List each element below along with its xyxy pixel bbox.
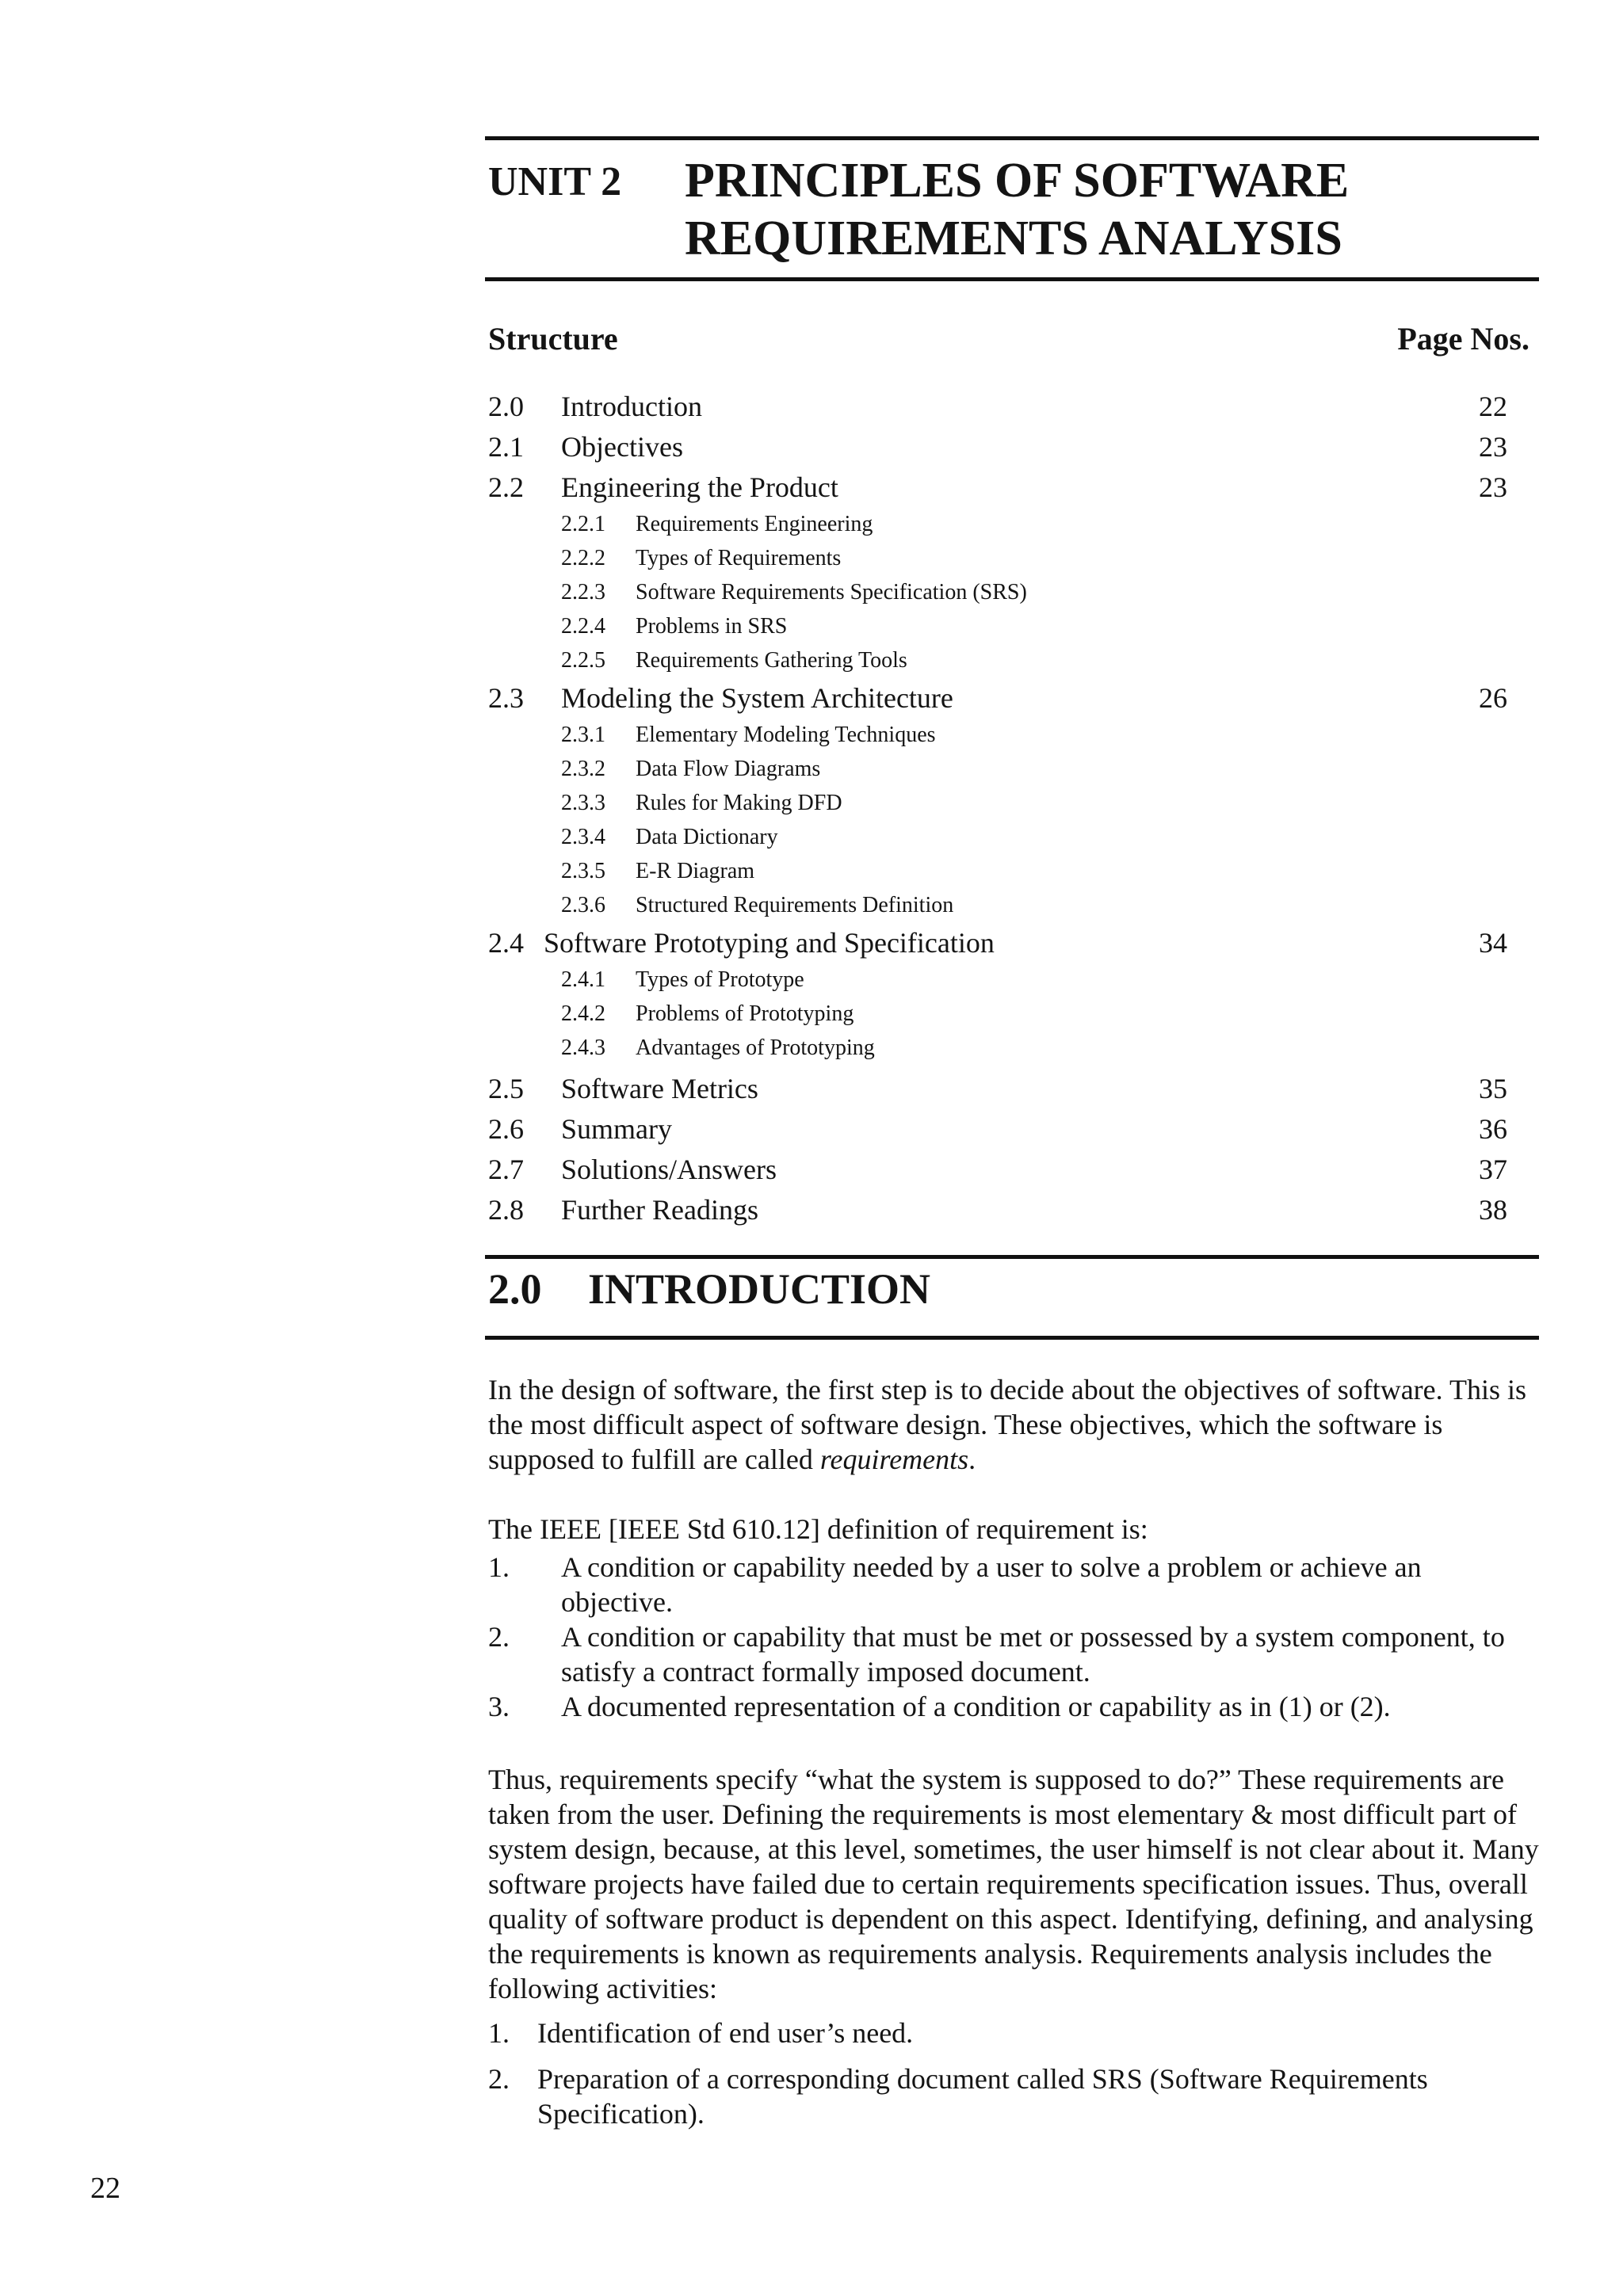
unit-label: UNIT 2	[488, 159, 622, 204]
toc-page: 26	[1479, 682, 1507, 714]
toc-number: 2.4.1	[561, 967, 605, 992]
toc-text: Modeling the System Architecture	[561, 682, 953, 714]
toc-subrow	[485, 508, 1539, 542]
toc-row	[485, 387, 1539, 427]
toc-text: Data Dictionary	[636, 825, 778, 849]
toc-page: 37	[1479, 1154, 1507, 1185]
toc-number: 2.2.4	[561, 614, 605, 639]
toc-row	[485, 923, 1539, 963]
list-text: A condition or capability needed by a user to solve a problem or achieve an objective.	[561, 1551, 1422, 1618]
toc-subrow	[485, 963, 1539, 997]
list-number: 1.	[488, 1551, 510, 1583]
table-of-contents	[485, 387, 1539, 1230]
toc-number: 2.3.6	[561, 893, 605, 917]
toc-row	[485, 467, 1539, 508]
ieee-definition-list	[488, 1550, 1539, 1724]
toc-row	[485, 678, 1539, 719]
list-number: 2.	[488, 1621, 510, 1653]
unit-title	[685, 152, 1349, 268]
section-number: 2.0	[488, 1265, 542, 1313]
toc-subrow	[485, 542, 1539, 576]
toc-page: 38	[1479, 1194, 1507, 1226]
toc-text: Advantages of Prototyping	[636, 1035, 875, 1060]
introduction-heading	[488, 1264, 930, 1314]
toc-subrow	[485, 997, 1539, 1032]
requirements-term: requirements	[819, 1444, 969, 1475]
list-text: A condition or capability that must be met or possessed by a system component, to satisfy a contract formally imposed document.	[561, 1621, 1505, 1688]
toc-text: Software Prototyping and Specification	[544, 927, 995, 959]
toc-subrow	[485, 855, 1539, 889]
toc-number: 2.3.5	[561, 859, 605, 883]
toc-number: 2.3	[488, 682, 524, 714]
toc-number: 2.5	[488, 1073, 524, 1104]
unit-header	[485, 152, 1539, 279]
toc-subrow	[485, 719, 1539, 753]
list-item	[488, 2061, 1539, 2131]
toc-row	[485, 1109, 1539, 1150]
toc-page: 36	[1479, 1113, 1507, 1145]
toc-subrow	[485, 889, 1539, 923]
toc-number: 2.3.3	[561, 791, 605, 815]
toc-number: 2.8	[488, 1194, 524, 1226]
toc-text: Solutions/Answers	[561, 1154, 777, 1185]
toc-text: Structured Requirements Definition	[636, 893, 954, 917]
toc-number: 2.6	[488, 1113, 524, 1145]
list-number: 1.	[488, 2017, 510, 2049]
toc-text: Elementary Modeling Techniques	[636, 723, 936, 747]
toc-text: Data Flow Diagrams	[636, 757, 821, 781]
toc-text: Types of Requirements	[636, 546, 842, 570]
toc-text: E-R Diagram	[636, 859, 755, 883]
toc-number: 2.3.2	[561, 757, 605, 781]
header-bottom-rule	[485, 277, 1539, 281]
toc-text: Problems of Prototyping	[636, 1001, 854, 1026]
toc-number: 2.1	[488, 431, 524, 463]
toc-number: 2.0	[488, 391, 524, 422]
list-text: Preparation of a corresponding document called SRS (Software Requirements Specification).	[537, 2063, 1428, 2130]
list-item	[488, 1550, 1539, 1619]
toc-number: 2.4.2	[561, 1001, 605, 1026]
toc-number: 2.2.5	[561, 648, 605, 673]
toc-subrow	[485, 644, 1539, 678]
page-number: 22	[90, 2172, 120, 2205]
toc-text: Rules for Making DFD	[636, 791, 842, 815]
toc-row	[485, 1150, 1539, 1190]
toc-text: Problems in SRS	[636, 614, 788, 639]
toc-number: 2.2	[488, 471, 524, 503]
toc-text: Software Metrics	[561, 1073, 758, 1104]
toc-text: Objectives	[561, 431, 683, 463]
list-number: 2.	[488, 2063, 510, 2095]
toc-subrow	[485, 610, 1539, 644]
toc-subrow	[485, 1032, 1539, 1069]
list-item	[488, 1689, 1539, 1724]
toc-number: 2.3.4	[561, 825, 605, 849]
toc-subrow	[485, 576, 1539, 610]
intro-paragraph-1	[488, 1372, 1539, 1477]
structure-heading: Structure	[488, 321, 618, 357]
page-nos-heading: Page Nos.	[1397, 321, 1529, 357]
section-title: INTRODUCTION	[588, 1265, 931, 1313]
toc-page: 35	[1479, 1073, 1507, 1104]
intro-top-rule	[485, 1255, 1539, 1259]
toc-page: 23	[1479, 471, 1507, 503]
intro-bottom-rule	[485, 1336, 1539, 1340]
toc-subrow	[485, 821, 1539, 855]
toc-text: Further Readings	[561, 1194, 758, 1226]
paragraph-end: .	[968, 1444, 976, 1475]
paragraph-text: In the design of software, the first step is to decide about the objectives of software. This is the most difficult aspect of software design. These objectives, which the software is supposed to fulfill are called	[488, 1374, 1527, 1475]
toc-number: 2.2.2	[561, 546, 605, 570]
toc-text: Engineering the Product	[561, 471, 838, 503]
toc-subrow	[485, 753, 1539, 787]
toc-number: 2.4.3	[561, 1035, 605, 1060]
toc-text: Types of Prototype	[636, 967, 804, 992]
toc-number: 2.4	[488, 927, 524, 959]
list-text: Identification of end user’s need.	[537, 2017, 914, 2049]
toc-row	[485, 1190, 1539, 1230]
list-item	[488, 1619, 1539, 1689]
toc-row	[485, 1069, 1539, 1109]
intro-paragraph-2: Thus, requirements specify “what the system is supposed to do?” These requirements are taken from the user. Defining the requirements is most elementary & most difficult part of system design, because, at this level, sometimes, the user himself is not clear about it. Many software projects have failed due to certain requirements specification issues. Thus, overall quality of software product is dependent on this aspect. Identifying, defining, and analysing the requirements is known as requirements analysis. Requirements analysis includes the following activities:	[488, 1764, 1539, 2004]
list-text: A documented representation of a condition or capability as in (1) or (2).	[561, 1691, 1391, 1722]
toc-text: Requirements Gathering Tools	[636, 648, 907, 673]
toc-page: 23	[1479, 431, 1507, 463]
top-rule	[485, 136, 1539, 140]
toc-number: 2.2.3	[561, 580, 605, 605]
toc-page: 22	[1479, 391, 1507, 422]
unit-title-line-1: PRINCIPLES OF SOFTWARE	[685, 154, 1350, 208]
ieee-definition-line: The IEEE [IEEE Std 610.12] definition of requirement is:	[488, 1513, 1148, 1545]
toc-row	[485, 427, 1539, 467]
toc-number: 2.7	[488, 1154, 524, 1185]
toc-text: Software Requirements Specification (SRS)	[636, 580, 1027, 605]
toc-number: 2.2.1	[561, 512, 605, 536]
toc-subrow	[485, 787, 1539, 821]
list-item	[488, 2016, 1539, 2050]
list-number: 3.	[488, 1691, 510, 1722]
toc-number: 2.3.1	[561, 723, 605, 747]
toc-text: Introduction	[561, 391, 702, 422]
toc-text: Summary	[561, 1113, 672, 1145]
toc-page: 34	[1479, 927, 1507, 959]
activities-list	[488, 2016, 1539, 2131]
toc-text: Requirements Engineering	[636, 512, 873, 536]
unit-title-line-2: REQUIREMENTS ANALYSIS	[685, 212, 1342, 265]
